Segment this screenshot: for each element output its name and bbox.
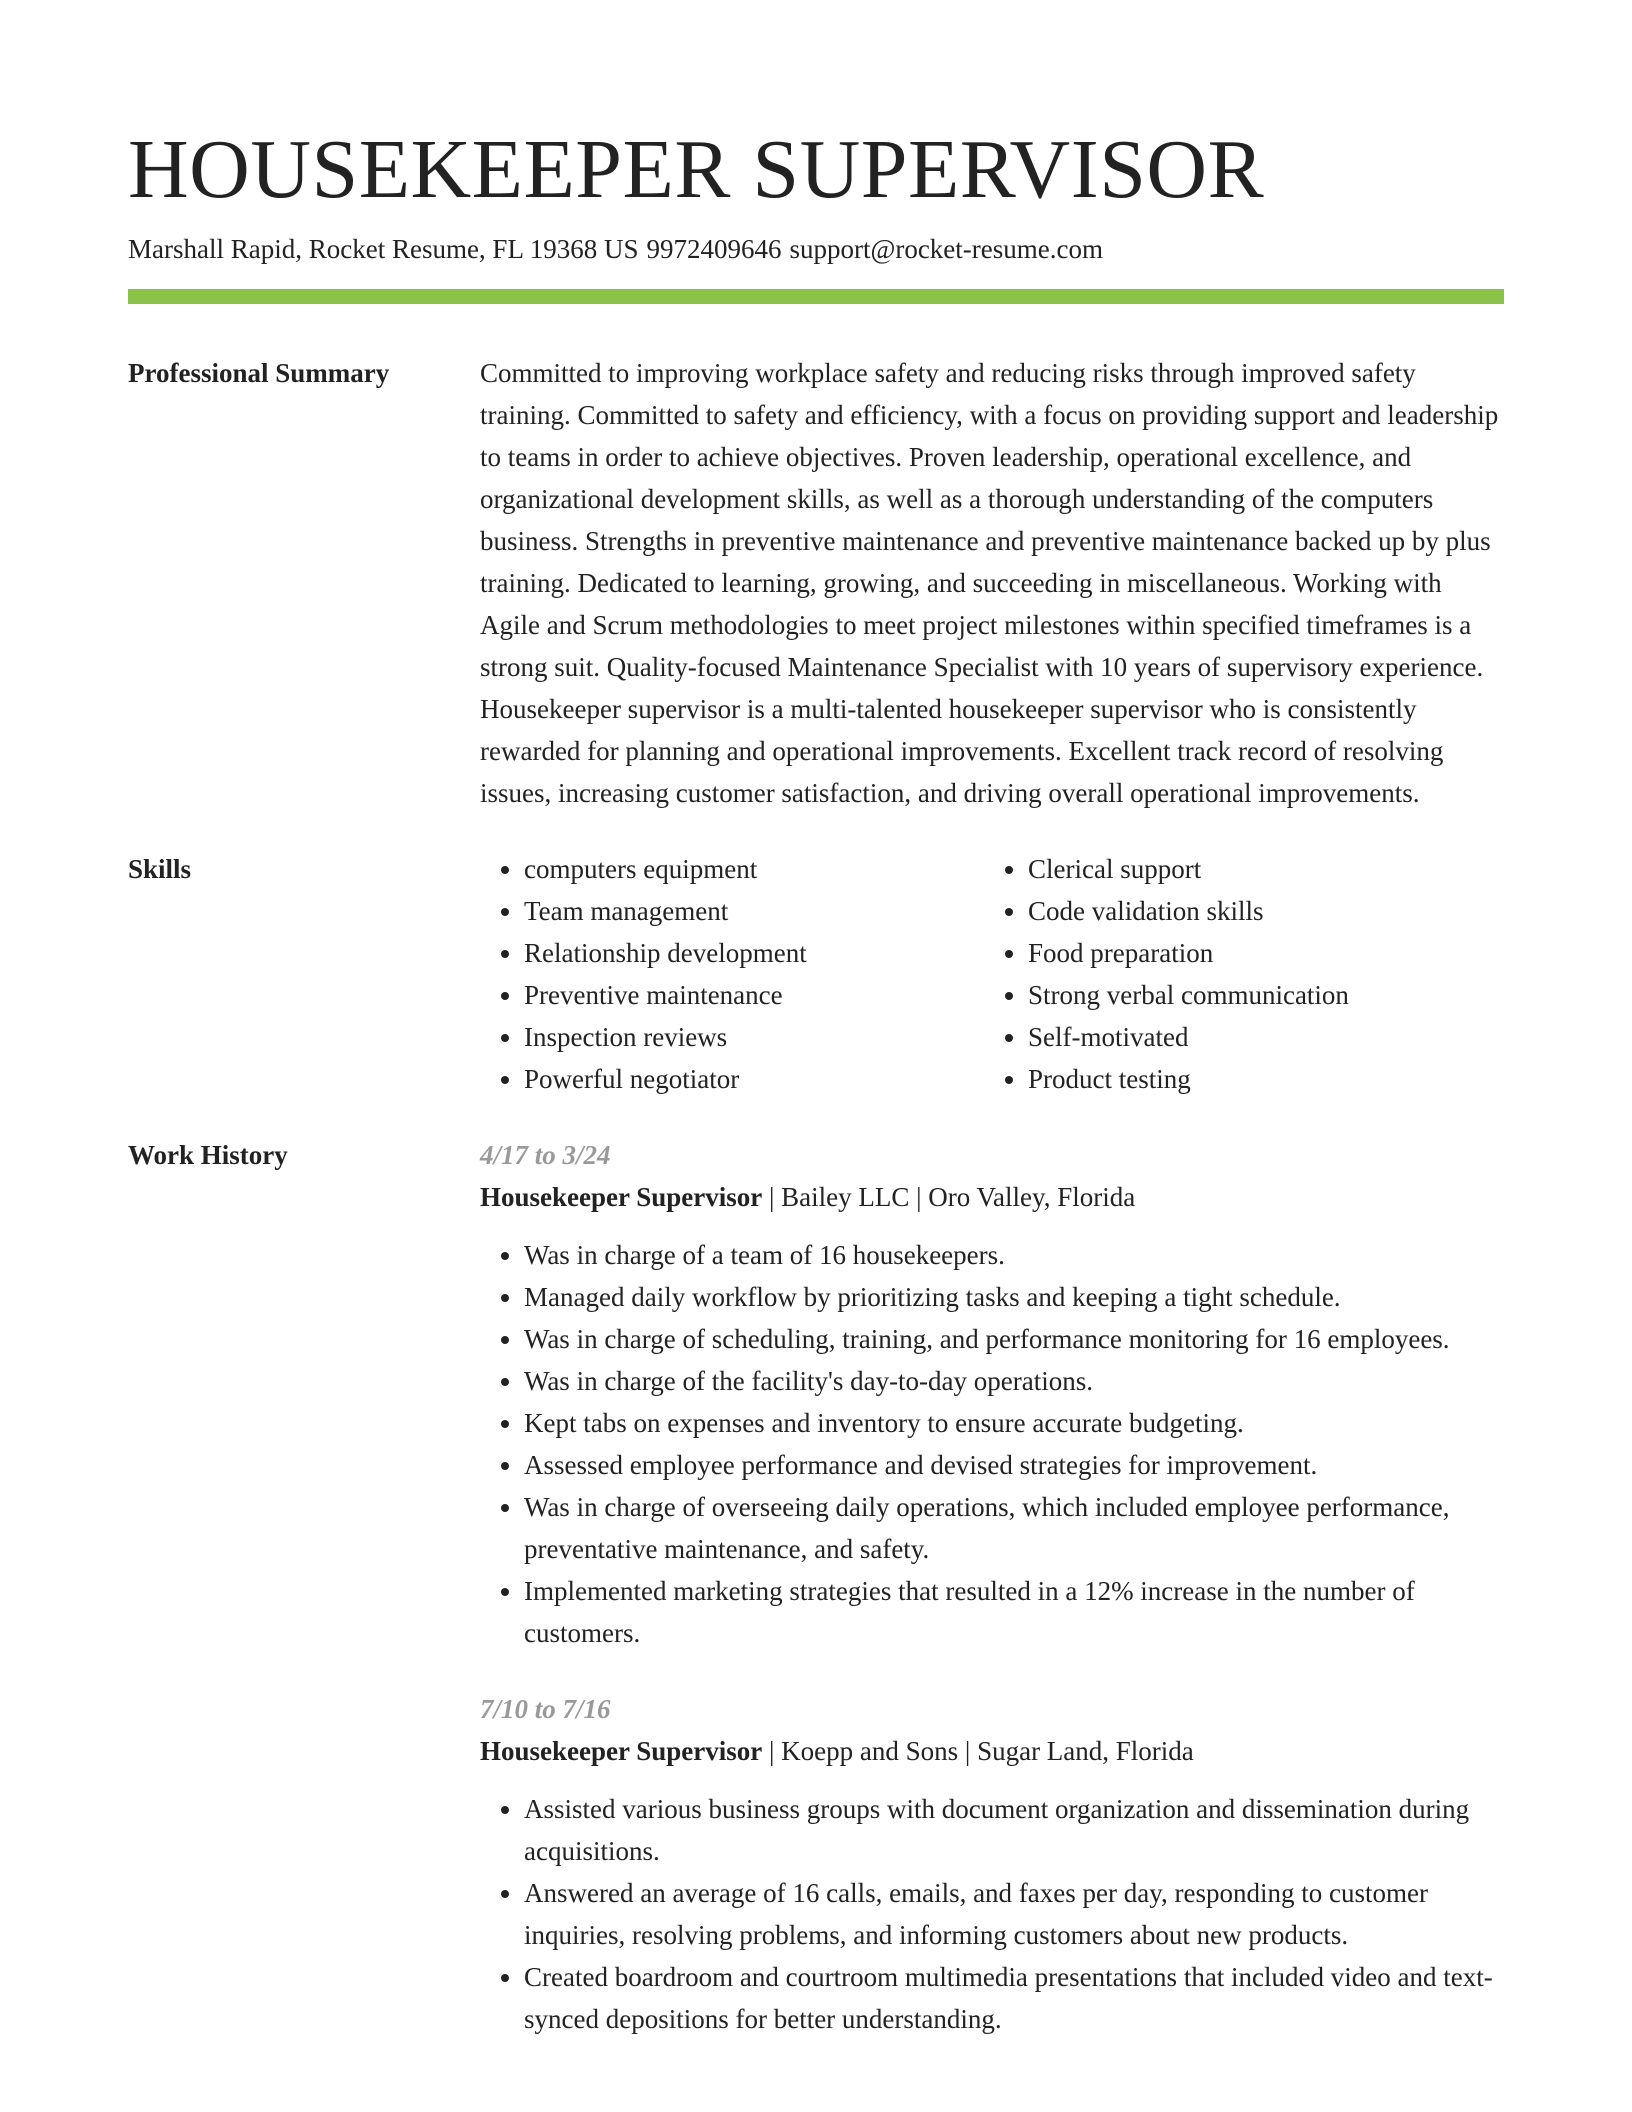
skill-item: • Inspection reviews [524, 1016, 984, 1058]
skill-item: • Code validation skills [1028, 890, 1508, 932]
job-title: Housekeeper Supervisor [480, 1736, 763, 1766]
skills-list-left [480, 848, 984, 1100]
skill-item: • Product testing [1028, 1058, 1508, 1100]
summary-text: Committed to improving workplace safety and reducing risks through improved safety training. Committed to safety and efficiency, with a focus on providing support and leadership to teams in order to achieve objectives. Proven leadership, operational excellence, and organizational development skills, as well as a thorough understanding of the computers business. Strengths in preventive maintenance and preventive maintenance backed up by plus training. Dedicated to learning, growing, and succeeding in miscellaneous. Working with Agile and Scrum methodologies to meet project milestones within specified timeframes is a strong suit. Quality-focused Maintenance Specialist with 10 years of supervisory experience. Housekeeper supervisor is a multi-talented housekeeper supervisor who is consistently rewarded for planning and operational improvements. Excellent track record of resolving issues, increasing customer satisfaction, and driving overall operational improvements. [480, 358, 1499, 808]
skill-item: • Food preparation [1028, 932, 1508, 974]
skill-item: • Preventive maintenance [524, 974, 984, 1016]
resume-name-heading: HOUSEKEEPER SUPERVISOR [128, 123, 1265, 216]
job-bullet: • Implemented marketing strategies that resulted in a 12% increase in the number of customers. [524, 1570, 1504, 1654]
skill-item: • Team management [524, 890, 984, 932]
resume-page [128, 120, 1504, 2040]
skills-section [128, 848, 1504, 1100]
job-entry [480, 1688, 1504, 2040]
section-title-skills: Skills [128, 854, 192, 884]
job-bullet: • Assessed employee performance and devised strategies for improvement. [524, 1444, 1504, 1486]
job-bullet: • Was in charge of overseeing daily operations, which included employee performance, preventative maintenance, and safety. [524, 1486, 1504, 1570]
skill-item: • computers equipment [524, 848, 984, 890]
skill-item: • Relationship development [524, 932, 984, 974]
work-history-section [128, 1134, 1504, 2040]
job-dates: 7/10 to 7/16 [480, 1694, 611, 1724]
job-bullet: • Managed daily workflow by prioritizing tasks and keeping a tight schedule. [524, 1276, 1504, 1318]
job-location: Sugar Land, Florida [977, 1736, 1194, 1766]
job-header: Housekeeper Supervisor | Bailey LLC | Oro Valley, Florida [480, 1182, 1136, 1212]
job-bullet: • Was in charge of the facility's day-to-day operations. [524, 1360, 1504, 1402]
skill-item: • Powerful negotiator [524, 1058, 984, 1100]
job-title: Housekeeper Supervisor [480, 1182, 763, 1212]
job-bullet: • Assisted various business groups with document organization and dissemination during acquisitions. [524, 1788, 1504, 1872]
job-location: Oro Valley, Florida [928, 1182, 1136, 1212]
job-bullet: • Created boardroom and courtroom multimedia presentations that included video and text-synced depositions for better understanding. [524, 1956, 1504, 2040]
professional-summary-section [128, 352, 1504, 814]
job-company: Koepp and Sons [781, 1736, 959, 1766]
job-bullets [480, 1234, 1504, 1654]
job-bullet: • Was in charge of a team of 16 housekeepers. [524, 1234, 1504, 1276]
skill-item: • Self-motivated [1028, 1016, 1508, 1058]
skill-item: • Strong verbal communication [1028, 974, 1508, 1016]
skills-list-right [984, 848, 1508, 1100]
skill-item: • Clerical support [1028, 848, 1508, 890]
job-company: Bailey LLC [781, 1182, 910, 1212]
job-header: Housekeeper Supervisor | Koepp and Sons | Sugar Land, Florida [480, 1736, 1194, 1766]
section-title-work: Work History [128, 1140, 288, 1170]
contact-email: support@rocket-resume.com [789, 234, 1103, 264]
section-title-summary: Professional Summary [128, 358, 390, 388]
job-dates: 4/17 to 3/24 [480, 1140, 611, 1170]
contact-address: Marshall Rapid, Rocket Resume, FL 19368 US [128, 234, 639, 264]
contact-phone: 9972409646 [646, 234, 782, 264]
job-bullet: • Answered an average of 16 calls, emails, and faxes per day, responding to customer inquiries, resolving problems, and informing customers about new products. [524, 1872, 1504, 1956]
job-bullets [480, 1788, 1504, 2040]
header-divider [128, 289, 1504, 304]
job-entry [480, 1134, 1504, 1654]
job-bullet: • Was in charge of scheduling, training, and performance monitoring for 16 employees. [524, 1318, 1504, 1360]
contact-line [128, 230, 1504, 268]
job-bullet: • Kept tabs on expenses and inventory to ensure accurate budgeting. [524, 1402, 1504, 1444]
